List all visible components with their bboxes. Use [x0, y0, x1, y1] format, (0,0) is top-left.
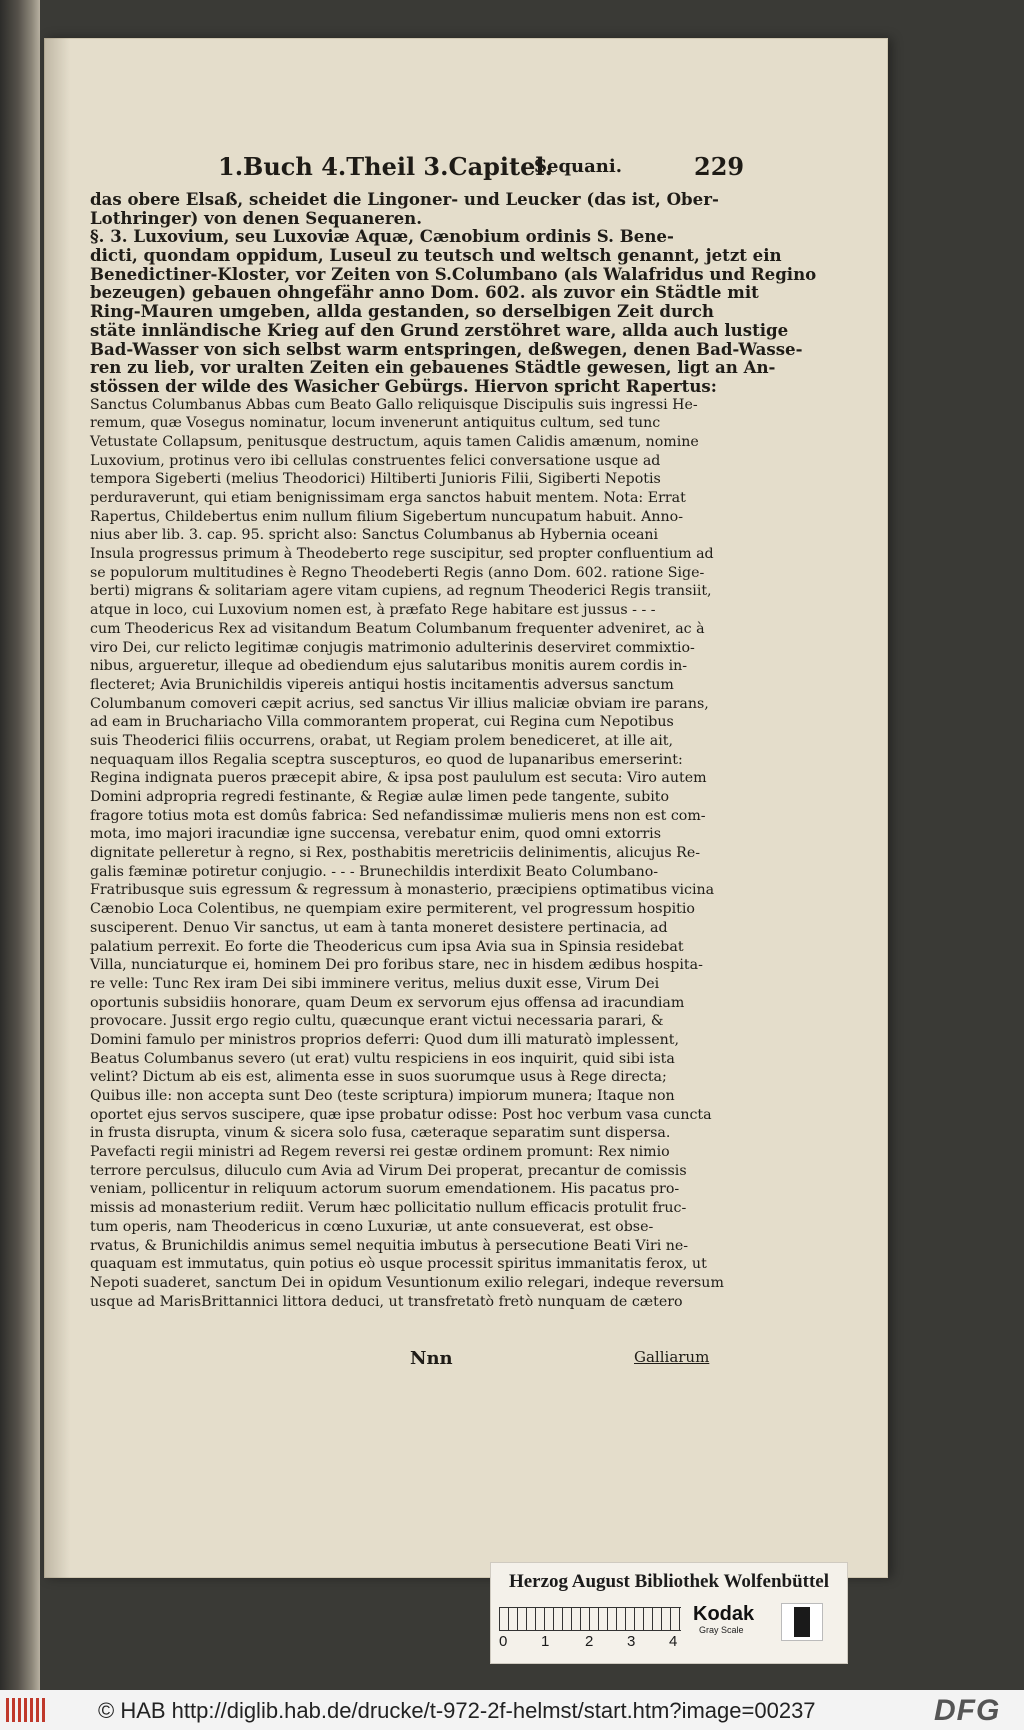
- text-line: dicti, quondam oppidum, Luseul zu teutsch und weltsch genannt, jetzt ein: [90, 245, 782, 266]
- text-line: Domini adpropria regredi festinante, & Regiæ aulæ limen pede tangente, subito: [90, 789, 669, 805]
- text-line: Pavefacti regii ministri ad Regem reversi rei gestæ ordinem promunt: Rex nimio: [90, 1144, 670, 1161]
- text-line: fragore totius mota est domûs fabrica: Sed nefandissimæ mulieris mens non est com-: [90, 807, 706, 824]
- text-line: Ring-Mauren umgeben, allda gestanden, so derselbigen Zeit durch: [90, 301, 714, 322]
- text-line: galis fæminæ potiretur conjugio. - - - Brunechildis interdixit Beato Columbano-: [90, 863, 659, 880]
- text-line: ren zu lieb, vor uralten Zeiten ein gebauenes Städtle gewesen, ligt an An-: [90, 357, 776, 378]
- text-line: Quibus ille: non accepta sunt Deo (teste scriptura) impiorum munera; Itaque non: [90, 1088, 675, 1104]
- text-line: re velle: Tunc Rex iram Dei sibi imminere veritus, melius duxit esse, Virum Dei: [90, 975, 660, 992]
- page-number: 229: [694, 152, 745, 181]
- text-line: usque ad MarisBrittannici littora deduci, ut transfretatò fretò nunquam de cætero: [90, 1293, 683, 1310]
- text-line: quaquam est immutatus, quin potius eò usque processit spiritus immanitatis ferox, ut: [90, 1256, 707, 1273]
- text-line: rvatus, & Brunichildis animus semel nequitia imbutus à persecutione Beati Viri ne-: [90, 1237, 689, 1254]
- text-line: Cænobio Loca Colentibus, ne quempiam exire permiterent, vel progressum hospitio: [90, 901, 695, 918]
- text-line: Nepoti suaderet, sanctum Dei in opidum Vesuntionum exilio relegari, indeque reversum: [90, 1274, 724, 1291]
- text-line: berti) migrans & solitariam agere vitam cupiens, ad regnum Theoderici Regis transiit,: [90, 583, 712, 600]
- text-line: Benedictiner-Kloster, vor Zeiten von S.Columbano (als Walafridus und Regino: [90, 263, 817, 284]
- ruler-number: 2: [585, 1633, 594, 1650]
- text-line: missis ad monasterium rediit. Verum hæc pollicitatio nullum efficacis protulit fruc-: [90, 1200, 687, 1217]
- footer-bar: [0, 1690, 1024, 1730]
- ruler-number: 0: [499, 1633, 508, 1650]
- ruler-scale: [499, 1607, 681, 1631]
- gray-patch: [781, 1603, 823, 1641]
- text-line: Sanctus Columbanus Abbas cum Beato Gallo reliquisque Discipulis suis ingressi He-: [90, 396, 698, 413]
- text-line: dignitate pelleretur à regno, si Rex, posthabitis meretriciis delinimentis, alicujus Re-: [90, 845, 701, 862]
- text-line: stössen der wilde des Wasicher Gebürgs. Hiervon spricht Rapertus:: [90, 375, 717, 396]
- text-line: Domini famulo per ministros proprios deferri: Quod dum illi maturatò implessent,: [90, 1031, 679, 1048]
- body-text: [90, 189, 817, 1311]
- text-line: Columbanum comoveri cæpit acrius, sed sanctus Vir illius maliciæ obviam ire parans,: [90, 695, 709, 712]
- text-line: Villa, nunciaturque ei, hominem Dei pro foribus stare, nec in hisdem ædibus hospita-: [90, 957, 703, 974]
- text-line: Fratribusque suis egressum & regressum à monasterio, præcipiens optimatibus vicina: [90, 882, 715, 899]
- ruler-number: 1: [541, 1633, 550, 1650]
- kodak-logo: Kodak: [693, 1603, 755, 1625]
- text-line: Insula progressus primum à Theodeberto rege suscipitur, sed propter confluentium ad: [90, 546, 714, 563]
- barcode-icon: [6, 1698, 46, 1722]
- text-line: oportunis subsidiis honorare, quam Deum ex servorum ejus offensa ad iracundiam: [90, 994, 685, 1011]
- text-line: nibus, argueretur, illeque ad obediendum ejus salutaribus monitis aurem cordis in-: [90, 658, 688, 675]
- text-line: Rapertus, Childebertus enim nullum filium Sigebertum nuncupatum habuit. Anno-: [90, 508, 683, 525]
- text-line: atque in loco, cui Luxovium nomen est, à præfato Rege habitare est jussus - - -: [90, 602, 656, 619]
- text-line: velint? Dictum ab eis est, alimenta esse in suos suorumque usus à Rege directa;: [90, 1069, 667, 1086]
- text-line: perduraverunt, qui etiam benignissimam erga sanctos habuit mentem. Nota: Errat: [90, 490, 686, 506]
- page-header: [218, 152, 745, 186]
- text-line: tempora Sigeberti (melius Theodorici) Hiltiberti Junioris Filii, Sigiberti Nepotis: [90, 471, 661, 488]
- running-title: Sequani.: [534, 156, 622, 177]
- text-line: Vetustate Collapsum, penitusque destructum, aquis tamen Calidis amænum, nomine: [90, 433, 699, 450]
- text-line: tum operis, nam Theodericus in cœno Luxuriæ, ut ante consueverat, est obse-: [90, 1218, 654, 1235]
- library-name: Herzog August Bibliothek Wolfenbüttel: [508, 1571, 830, 1592]
- text-line: nius aber lib. 3. cap. 95. spricht also: Sanctus Columbanus ab Hybernia oceani: [90, 527, 659, 544]
- text-line: veniam, pollicentur in reliquum actorum suorum emendationem. His pacatus pro-: [90, 1181, 680, 1198]
- text-line: §. 3. Luxovium, seu Luxoviæ Aquæ, Cænobium ordinis S. Bene-: [90, 226, 674, 247]
- text-line: cum Theodericus Rex ad visitandum Beatum Columbanum frequenter adveniret, ac à: [90, 620, 705, 637]
- ruler-number: 4: [669, 1633, 678, 1650]
- text-line: flecteret; Avia Brunichildis vipereis antiqui hostis incitamentis adversus sanctum: [90, 676, 674, 693]
- dfg-logo: DFG: [934, 1694, 1001, 1727]
- text-line: suis Theoderici filiis occurrens, orabat, ut Regiam prolem benediceret, at ille ait,: [90, 732, 673, 749]
- text-line: nequaquam illos Regalia sceptra suscepturos, eo quod de lupanaribus emerserint:: [90, 751, 683, 768]
- adjacent-page-edge: [0, 0, 40, 1690]
- text-line: Luxovium, protinus vero ibi cellulas construentes felici conversatione usque ad: [90, 452, 661, 469]
- text-line: in frusta disrupta, vinum & sicera solo fusa, cæteraque separatim sunt dispersa.: [90, 1125, 671, 1142]
- text-line: stäte innländische Krieg auf den Grund zerstöhret ware, allda auch lustige: [90, 319, 789, 340]
- color-calibration-card: [490, 1562, 848, 1664]
- text-line: das obere Elsaß, scheidet die Lingoner- und Leucker (das ist, Ober-: [90, 189, 719, 209]
- text-line: remum, quæ Vosegus nominatur, locum invenerunt antiquitus cultum, sed tunc: [90, 415, 661, 432]
- text-line: palatium perrexit. Eo forte die Theodericus cum ipsa Avia sua in Spinsia residebat: [90, 938, 684, 955]
- text-line: ad eam in Bruchariacho Villa commorantem properat, cui Regina cum Nepotibus: [90, 714, 674, 731]
- text-line: Regina indignata pueros præcepit abire, & ipsa post paululum est secuta: Viro autem: [90, 770, 707, 787]
- gray-scale-label: Gray Scale: [699, 1625, 744, 1635]
- black-patch: [794, 1607, 810, 1637]
- ruler-number: 3: [627, 1633, 636, 1650]
- text-line: mota, imo majori iracundiæ igne succensa, verebatur enim, quod omni extorris: [90, 826, 661, 843]
- text-line: susciperent. Denuo Vir sanctus, ut eam à tanta moneret desistere pertinacia, ad: [90, 919, 668, 936]
- catchword: Galliarum: [634, 1348, 710, 1366]
- gutter-shadow: [44, 38, 70, 1578]
- text-line: oportet ejus servos suscipere, quæ ipse probatur odisse: Post hoc verbum vasa cuncta: [90, 1106, 712, 1123]
- signature-mark: Nnn: [410, 1348, 453, 1369]
- text-line: Beatus Columbanus severo (ut erat) vultu respiciens in eos inquirit, quid sibi ista: [90, 1050, 675, 1067]
- text-line: se populorum multitudines è Regno Theodeberti Regis (anno Dom. 602. ratione Sige-: [90, 564, 705, 581]
- section-heading: 1.Buch 4.Theil 3.Capitel.: [218, 152, 553, 181]
- footer-copyright-url[interactable]: © HAB http://diglib.hab.de/drucke/t-972-2f-helmst/start.htm?image=00237: [98, 1698, 816, 1723]
- text-line: Lothringer) von denen Sequaneren.: [90, 207, 423, 228]
- text-line: provocare. Jussit ergo regio cultu, quæcunque erant victui necessaria parari, &: [90, 1013, 664, 1030]
- text-line: terrore perculsus, diluculo cum Avia ad Virum Dei properat, precantur de comissis: [90, 1162, 687, 1179]
- text-line: bezeugen) gebauen ohngefähr anno Dom. 602. als zuvor ein Städtle mit: [90, 282, 759, 303]
- text-line: viro Dei, cur relicto legitimæ conjugis matrimonio adulterinis deserviret commixtio-: [90, 639, 695, 656]
- text-line: Bad-Wasser von sich selbst warm entspringen, deßwegen, denen Bad-Wasse-: [90, 338, 803, 359]
